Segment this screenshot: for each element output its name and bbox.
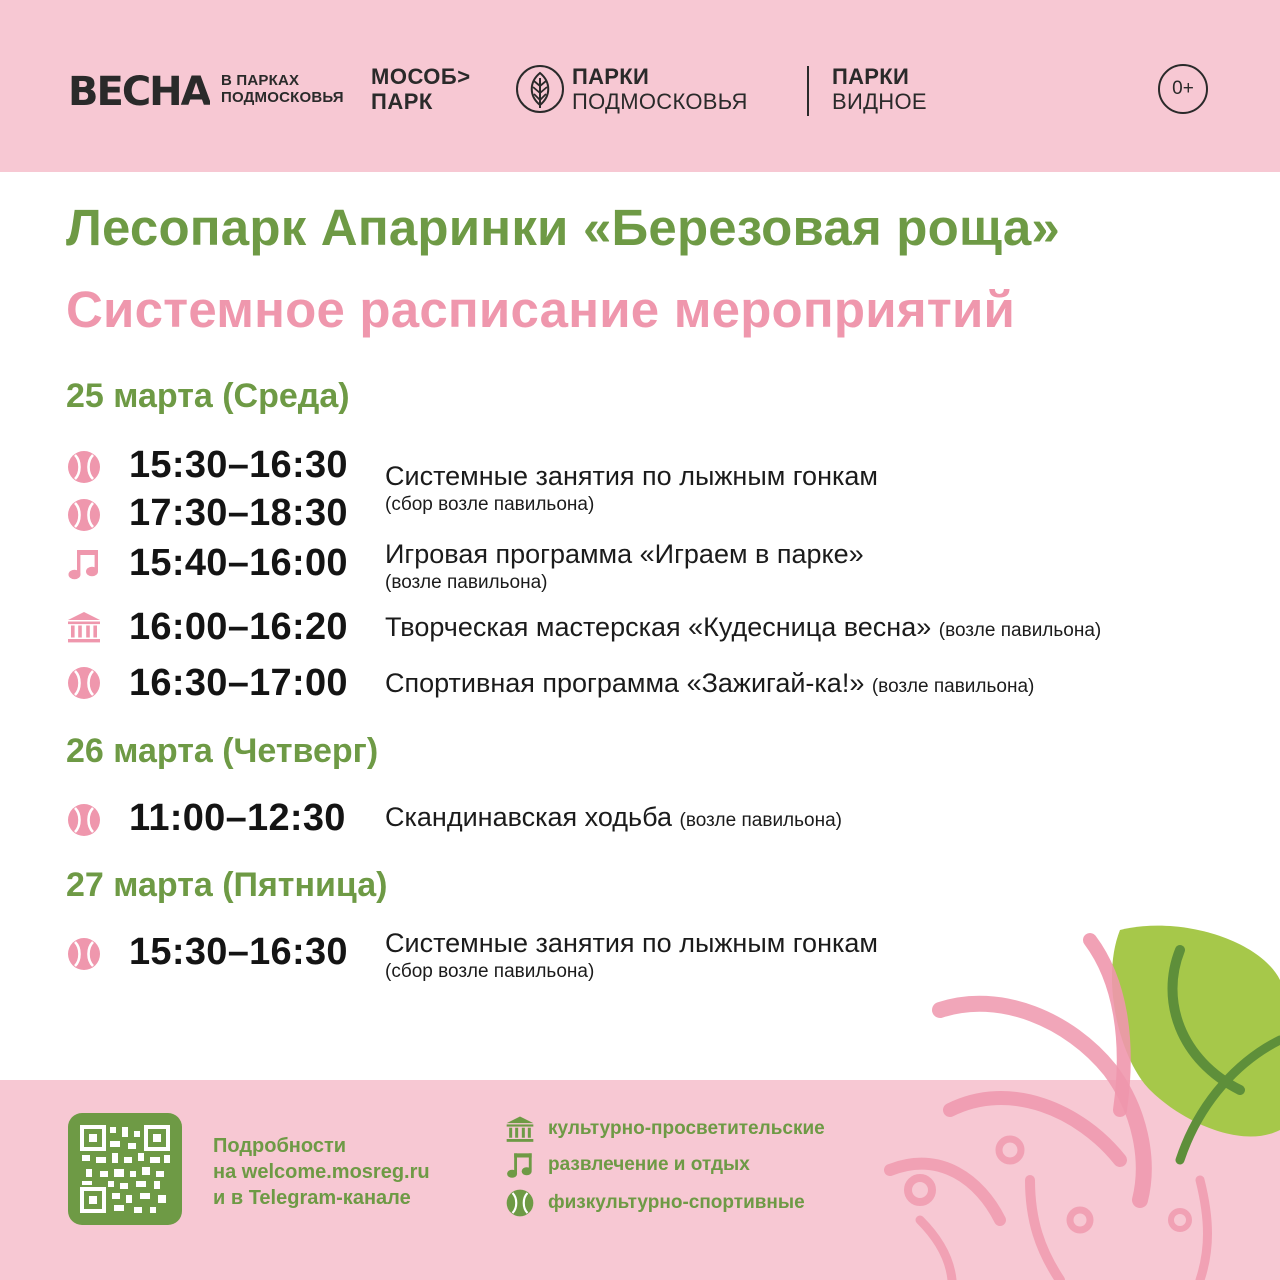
- legend-label: культурно-просветительские: [548, 1118, 825, 1139]
- vidnoe-line-2: ВИДНОЕ: [832, 89, 927, 114]
- vesna-sub-line-1: В ПАРКАХ: [221, 72, 300, 89]
- logo-divider: [807, 66, 809, 116]
- footer-info-line-3: и в Telegram-канале: [213, 1187, 411, 1209]
- parki-podmoskovya-logo: [572, 64, 748, 114]
- event-title: Спортивная программа «Зажигай-ка!»: [385, 668, 865, 698]
- footer-info-line-1: Подробности: [213, 1135, 347, 1157]
- header-band: [0, 0, 1280, 172]
- event-title: Скандинавская ходьба: [385, 802, 672, 832]
- legend-label: развлечение и отдых: [548, 1154, 750, 1175]
- footer-info-line-2: на welcome.mosreg.ru: [213, 1161, 430, 1183]
- sport-ball-icon: [66, 449, 102, 485]
- vidnoe-line-1: ПАРКИ: [832, 64, 910, 89]
- sport-ball-icon: [66, 497, 102, 533]
- event-time: 16:30–17:00: [129, 662, 348, 704]
- qr-code[interactable]: [68, 1113, 182, 1225]
- event-title-with-note: [385, 668, 1034, 699]
- event-title-with-note: [385, 612, 1101, 643]
- event-note: (возле павильона): [938, 620, 1102, 641]
- mosobpark-logo: [371, 64, 471, 114]
- day-heading-3: 27 марта (Пятница): [66, 866, 388, 904]
- event-note: (возле павильона): [871, 676, 1035, 697]
- music-note-icon: [66, 546, 102, 582]
- vesna-sub-line-2: ПОДМОСКОВЬЯ: [221, 89, 344, 106]
- event-time: 15:40–16:00: [129, 542, 348, 584]
- museum-icon: [505, 1114, 535, 1144]
- page-subtitle: Системное расписание мероприятий: [66, 281, 1016, 338]
- event-time: 11:00–12:30: [129, 797, 346, 839]
- floral-decoration: [880, 920, 1280, 1280]
- parki-vidnoe-logo: [832, 64, 927, 114]
- museum-icon: [66, 609, 102, 645]
- vesna-logo-subtitle: [221, 72, 344, 106]
- day-heading-1: 25 марта (Среда): [66, 377, 350, 415]
- event-time: 17:30–18:30: [129, 492, 348, 534]
- footer-info-text: [213, 1133, 430, 1211]
- event-title: Системные занятия по лыжным гонкам: [385, 928, 878, 958]
- sport-ball-icon: [66, 802, 102, 838]
- parki-line-1: ПАРКИ: [572, 64, 650, 89]
- event-note: (сбор возле павильона): [385, 494, 595, 515]
- sport-ball-icon: [505, 1188, 535, 1218]
- mosobpark-line-1: МОСОБ>: [371, 64, 471, 89]
- parki-line-2: ПОДМОСКОВЬЯ: [572, 89, 748, 114]
- sport-ball-icon: [66, 936, 102, 972]
- event-note: (сбор возле павильона): [385, 961, 595, 982]
- legend-item-culture: [505, 1114, 825, 1144]
- mosobpark-line-2: ПАРК: [371, 89, 433, 114]
- leaf-emblem-icon: [515, 64, 565, 114]
- vesna-logo: [68, 62, 210, 114]
- page-title: Лесопарк Апаринки «Березовая роща»: [66, 199, 1060, 256]
- qr-pattern: [78, 1123, 172, 1215]
- legend-label: физкультурно-спортивные: [548, 1192, 805, 1213]
- day-heading-2: 26 марта (Четверг): [66, 732, 379, 770]
- event-title-with-note: [385, 802, 842, 833]
- event-note: (возле павильона): [385, 572, 548, 593]
- event-title: Системные занятия по лыжным гонкам: [385, 461, 878, 491]
- sport-ball-icon: [66, 665, 102, 701]
- event-time: 15:30–16:30: [129, 444, 348, 486]
- event-title: Творческая мастерская «Кудесница весна»: [385, 612, 932, 642]
- event-note: (возле павильона): [679, 810, 842, 831]
- vesna-logo-text: ВЕСНА: [68, 69, 210, 114]
- event-time: 16:00–16:20: [129, 606, 348, 648]
- legend-item-sport: [505, 1188, 805, 1218]
- event-title: Игровая программа «Играем в парке»: [385, 539, 864, 569]
- event-time: 15:30–16:30: [129, 931, 348, 973]
- legend-item-leisure: [505, 1150, 750, 1180]
- age-rating-badge: 0+: [1158, 64, 1208, 114]
- music-note-icon: [505, 1150, 535, 1180]
